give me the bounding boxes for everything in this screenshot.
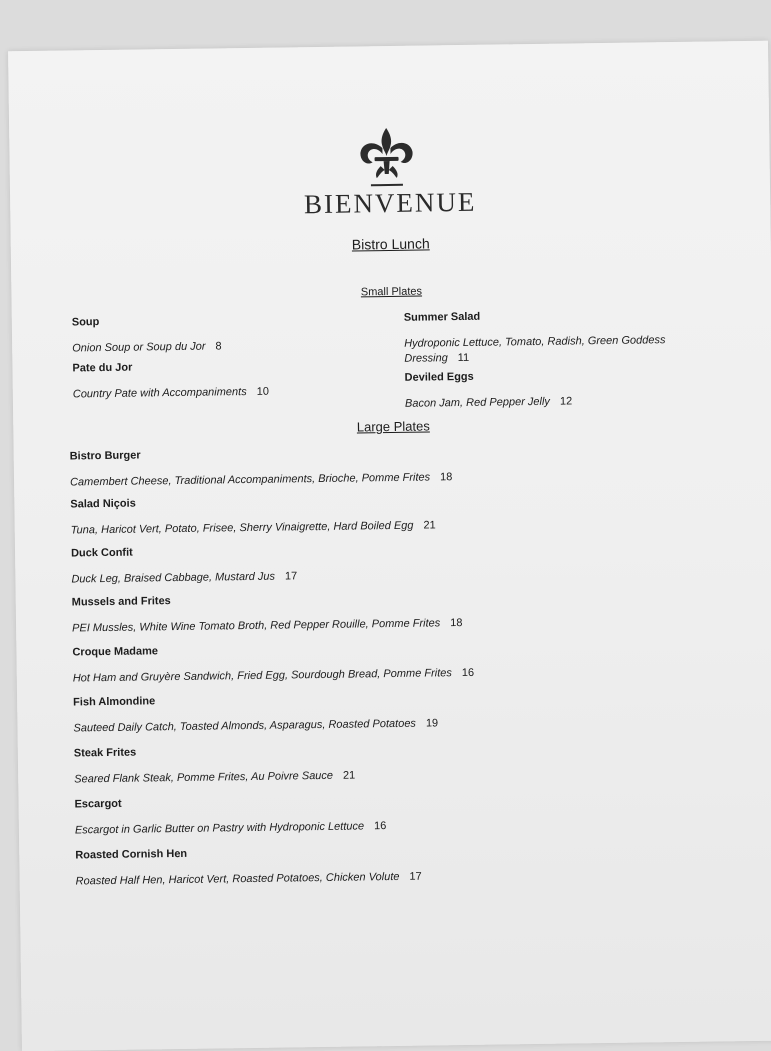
fleur-de-lis-icon: [352, 124, 421, 193]
menu-title: Bistro Lunch: [351, 235, 430, 253]
item-price: 8: [215, 340, 222, 353]
menu-item-cornish-hen: [75, 845, 422, 890]
item-desc: Onion Soup or Soup du Jor 8: [72, 340, 222, 355]
item-desc: PEI Mussles, White Wine Tomato Broth, Red Pepper Rouille, Pomme Frites 18: [72, 617, 463, 635]
menu-paper: [8, 41, 771, 1051]
item-desc: Duck Leg, Braised Cabbage, Mustard Jus 17: [71, 570, 298, 586]
item-price: 16: [373, 820, 387, 833]
item-price: 17: [284, 570, 298, 583]
menu-item-mussels-frites: [72, 591, 463, 636]
item-desc: Hot Ham and Gruyère Sandwich, Fried Egg, Sourdough Bread, Pomme Frites 16: [72, 666, 475, 685]
menu-item-bistro-burger: [70, 445, 453, 490]
item-desc: Bacon Jam, Red Pepper Jelly 12: [404, 395, 573, 410]
menu-item-croque-madame: [72, 641, 474, 687]
menu-item-summer-salad: [404, 308, 685, 367]
item-desc: Tuna, Haricot Vert, Potato, Frisee, Sherry Vinaigrette, Hard Boiled Egg 21: [70, 519, 436, 537]
item-name: Pate du Jor: [72, 361, 133, 375]
item-name: Roasted Cornish Hen: [75, 847, 188, 862]
item-price: 21: [342, 769, 356, 782]
menu-item-steak-frites: [74, 744, 356, 788]
item-price: 12: [559, 395, 573, 408]
item-name: Duck Confit: [70, 546, 133, 560]
small-plates-heading: Small Plates: [360, 285, 423, 299]
item-price: 10: [256, 385, 269, 398]
item-name: Fish Almondine: [73, 695, 156, 709]
item-price: 19: [425, 717, 439, 730]
item-desc: Roasted Half Hen, Haricot Vert, Roasted Potatoes, Chicken Volute 17: [75, 870, 422, 888]
restaurant-name: BIENVENUE: [303, 186, 477, 220]
item-name: Soup: [71, 316, 100, 329]
menu-item-pate: [72, 360, 269, 403]
item-name: Croque Madame: [72, 645, 159, 659]
item-price: 18: [450, 617, 463, 630]
menu-item-deviled-eggs: [405, 368, 686, 412]
item-price: 11: [457, 351, 470, 365]
menu-item-fish-almondine: [73, 691, 438, 736]
menu-item-duck-confit: [71, 544, 297, 587]
large-plates-heading: Large Plates: [356, 418, 430, 435]
item-desc: Escargot in Garlic Butter on Pastry with Hydroponic Lettuce 16: [74, 820, 387, 837]
item-price: 16: [461, 666, 475, 680]
item-name: Steak Frites: [73, 746, 137, 760]
item-price: 21: [423, 519, 436, 532]
item-desc: Hydroponic Lettuce, Tomato, Radish, Green Goddess Dressing 11: [404, 334, 666, 365]
menu-item-soup: [72, 314, 222, 356]
item-name: Salad Niçois: [70, 497, 136, 511]
item-desc: Seared Flank Steak, Pomme Frites, Au Poivre Sauce 21: [74, 769, 356, 786]
item-name: Escargot: [74, 797, 122, 811]
item-desc: Country Pate with Accompaniments 10: [72, 385, 269, 401]
item-price: 17: [409, 870, 422, 883]
item-name: Bistro Burger: [69, 449, 141, 463]
item-name: Summer Salad: [403, 310, 481, 324]
menu-item-salad-nicois: [70, 493, 436, 538]
item-name: Deviled Eggs: [404, 370, 474, 384]
item-name: Mussels and Frites: [71, 595, 171, 609]
item-desc: Camembert Cheese, Traditional Accompaniments, Brioche, Pomme Frites 18: [69, 471, 453, 489]
item-desc: Sauteed Daily Catch, Toasted Almonds, Asparagus, Roasted Potatoes 19: [73, 717, 439, 735]
menu-item-escargot: [74, 794, 386, 838]
item-price: 18: [440, 471, 453, 484]
